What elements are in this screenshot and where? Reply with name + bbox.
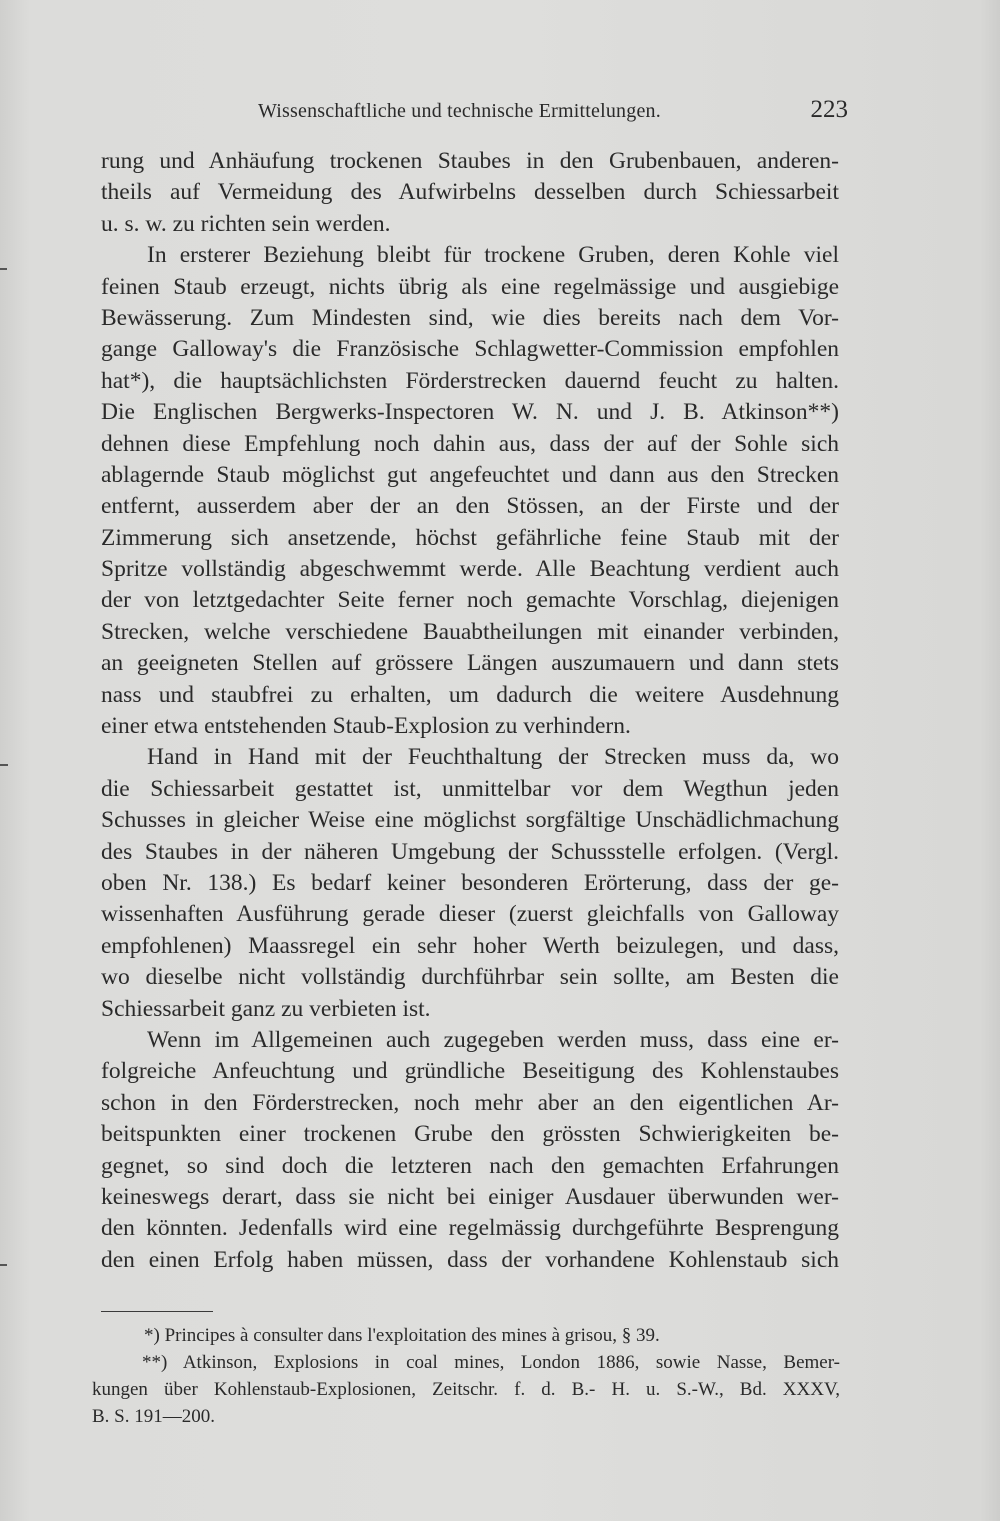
text-line: schon in den Förderstrecken, noch mehr aber an den eigentlichen Ar- — [101, 1089, 839, 1116]
footnote-line: *) Principes à consulter dans l'exploitation des mines à grisou, § 39. — [144, 1325, 660, 1346]
text-line: entfernt, ausserdem aber der an den Stössen, an der Firste und der — [101, 493, 839, 520]
footnote-rule — [101, 1311, 213, 1312]
text-line: empfohlenen) Maassregel ein sehr hoher Werth beizulegen, und dass, — [101, 932, 839, 959]
text-line: gange Galloway's die Französische Schlagwetter-Commission empfohlen — [101, 336, 839, 363]
text-line: den einen Erfolg haben müssen, dass der vorhandene Kohlenstaub sich — [101, 1246, 839, 1273]
page-number: 223 — [810, 96, 848, 123]
text-line: nass und staubfrei zu erhalten, um dadurch die weitere Ausdehnung — [101, 681, 839, 708]
text-line: Schusses in gleicher Weise eine möglichst sorgfältige Unschädlichmachung — [101, 807, 839, 834]
text-line: Zimmerung sich ansetzende, höchst gefährliche feine Staub mit der — [101, 524, 839, 551]
text-line: ablagernde Staub möglichst gut angefeuchtet und dann aus den Strecken — [101, 461, 839, 488]
text-line: oben Nr. 138.) Es bedarf keiner besonderen Erörterung, dass der ge- — [101, 869, 839, 896]
text-line: folgreiche Anfeuchtung und gründliche Beseitigung des Kohlenstaubes — [101, 1058, 839, 1085]
text-line: Schiessarbeit ganz zu verbieten ist. — [101, 995, 431, 1022]
text-line: dehnen diese Empfehlung noch dahin aus, dass der auf der Sohle sich — [101, 430, 839, 457]
text-line: feinen Staub erzeugt, nichts übrig als eine regelmässige und ausgiebige — [101, 273, 839, 300]
text-line: rung und Anhäufung trockenen Staubes in den Grubenbauen, anderen- — [101, 148, 839, 174]
page-header — [258, 96, 848, 128]
text-line: u. s. w. zu richten sein werden. — [101, 210, 391, 237]
text-line: theils auf Vermeidung des Aufwirbelns desselben durch Schiessarbeit — [101, 179, 839, 206]
text-line: wo dieselbe nicht vollständig durchführbar sein sollte, am Besten die — [101, 964, 839, 991]
text-line: des Staubes in der näheren Umgebung der Schussstelle erfolgen. (Vergl. — [101, 838, 839, 865]
running-head: Wissenschaftliche und technische Ermittelungen. — [258, 100, 661, 122]
text-line: Strecken, welche verschiedene Bauabtheilungen mit einander verbinden, — [101, 618, 839, 645]
text-line: Die Englischen Bergwerks-Inspectoren W. N. und J. B. Atkinson**) — [101, 399, 839, 426]
text-line: beitspunkten einer trockenen Grube den grössten Schwierigkeiten be- — [101, 1121, 839, 1148]
margin-mark — [0, 764, 8, 766]
text-line: In ersterer Beziehung bleibt für trockene Gruben, deren Kohle viel — [147, 242, 839, 269]
margin-mark — [0, 268, 7, 270]
text-line: hat*), die hauptsächlichsten Förderstrecken dauernd feucht zu halten. — [101, 367, 839, 394]
text-line: wissenhaften Ausführung gerade dieser (zuerst gleichfalls von Galloway — [101, 901, 839, 928]
footnote-line: B. S. 191—200. — [92, 1406, 215, 1427]
text-line: Wenn im Allgemeinen auch zugegeben werden muss, dass eine er- — [147, 1026, 839, 1053]
footnote-line: **) Atkinson, Explosions in coal mines, London 1886, sowie Nasse, Bemer- — [142, 1352, 840, 1373]
text-line: Bewässerung. Zum Mindesten sind, wie dies bereits nach dem Vor- — [101, 304, 839, 331]
body-text — [101, 146, 839, 1276]
text-line: keineswegs derart, dass sie nicht bei einiger Ausdauer überwunden wer- — [101, 1183, 839, 1210]
text-line: die Schiessarbeit gestattet ist, unmittelbar vor dem Wegthun jeden — [101, 775, 839, 802]
text-line: Hand in Hand mit der Feuchthaltung der Strecken muss da, wo — [147, 744, 839, 771]
text-line: an geeigneten Stellen auf grössere Längen auszumauern und dann stets — [101, 650, 839, 677]
text-line: gegnet, so sind doch die letzteren nach den gemachten Erfahrungen — [101, 1152, 839, 1179]
footnotes — [92, 1322, 840, 1430]
margin-mark — [0, 1264, 7, 1266]
footnote-line: kungen über Kohlenstaub-Explosionen, Zeitschr. f. d. B.- H. u. S.-W., Bd. XXXV, — [92, 1379, 840, 1400]
text-line: der von letztgedachter Seite ferner noch gemachte Vorschlag, diejenigen — [101, 587, 839, 614]
text-line: einer etwa entstehenden Staub-Explosion zu verhindern. — [101, 713, 631, 740]
text-line: Spritze vollständig abgeschwemmt werde. Alle Beachtung verdient auch — [101, 556, 839, 583]
text-line: den könnten. Jedenfalls wird eine regelmässig durchgeführte Besprengung — [101, 1215, 839, 1242]
